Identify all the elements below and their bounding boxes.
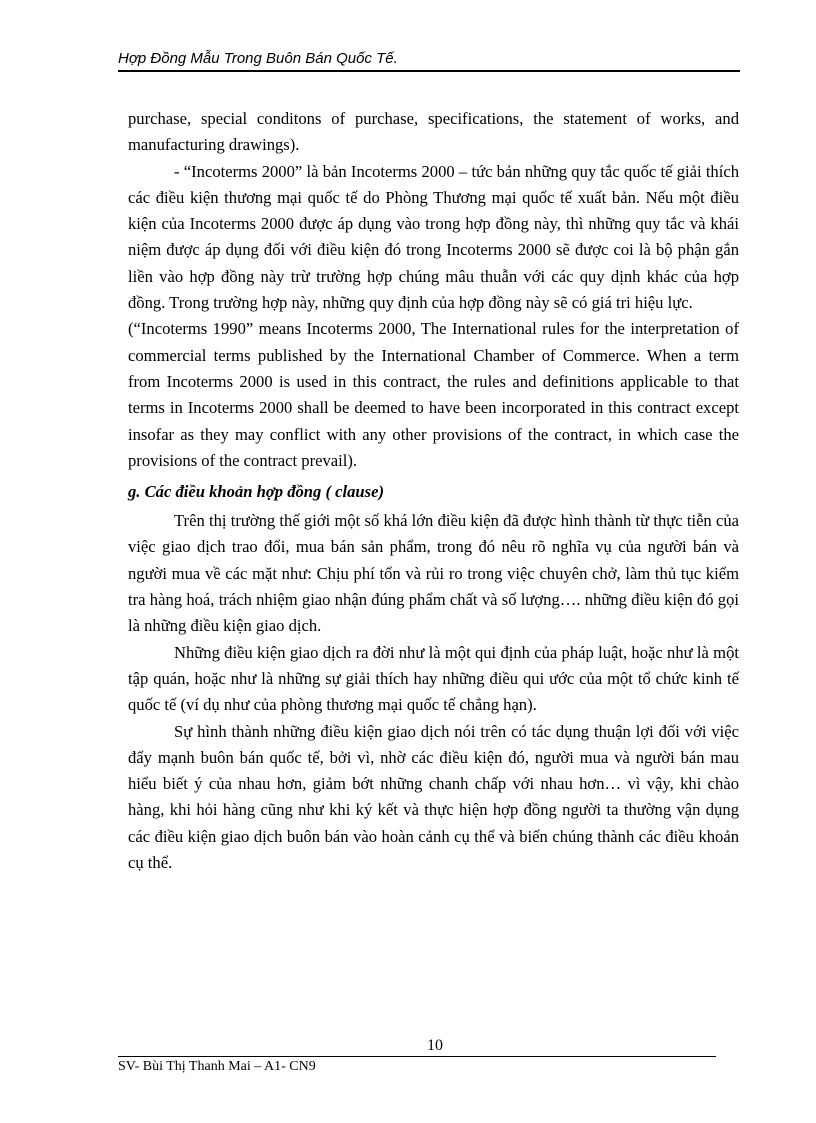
page-number: 10	[427, 1037, 443, 1054]
footer-author: SV- Bùi Thị Thanh Mai – A1- CN9	[118, 1059, 316, 1074]
footer-divider	[118, 1056, 716, 1057]
paragraph-conditions-origin: Những điều kiện giao dịch ra đời như là một qui định của pháp luật, hoặc như là một tập quán, hoặc như là những sự giải thích hay những điều qui ước của một tổ chức kinh tế quốc tế (ví dụ như của phòng thương mại quốc tế chẳng hạn).	[128, 642, 739, 715]
running-header: Hợp Đồng Mẫu Trong Buôn Bán Quốc Tế.	[118, 50, 740, 72]
paragraph-conditions-benefit: Sự hình thành những điều kiện giao dịch nói trên có tác dụng thuận lợi đối với việc đẩy mạnh buôn bán quốc tế, bởi vì, nhờ các điều kiện đó, người mua và người bán mau hiểu biết ý của nhau hơn, giảm bớt những chanh chấp với nhau hơn… vì vậy, khi chào hàng, khi hỏi hàng cũng như khi ký kết và thực hiện hợp đồng người ta thường vận dụng các điều kiện giao dịch buôn bán vào hoàn cảnh cụ thể và biến chúng thành các điều khoản cụ thể.	[128, 721, 739, 873]
paragraph-incoterms-vi: - “Incoterms 2000” là bản Incoterms 2000 – tức bản những quy tắc quốc tế giải thích các điều kiện thương mại quốc tế do Phòng Thương mại quốc tế xuất bản. Nếu một điều kiện của Incoterms 2000 được áp dụng vào trong hợp đồng này, thì những quy tắc và khái niệm được áp dụng đối với điều kiện đó trong Incoterms 2000 sẽ được coi là bộ phận gắn liền vào hợp đồng này trừ trường hợp chúng mâu thuẫn với các quy dịnh khác của hợp đồng. Trong trường hợp này, những quy định của hợp đồng này sẽ có giá tri hiệu lực.	[128, 161, 739, 313]
paragraph-purchase-continuation: purchase, special conditons of purchase, specifications, the statement of works, and manufacturing drawings).	[128, 109, 739, 155]
body-text	[128, 106, 739, 876]
section-heading-g: g. Các điều khoản hợp đồng ( clause)	[128, 482, 384, 502]
paragraph-trade-conditions: Trên thị trường thế giới một số khá lớn điều kiện đã được hình thành từ thực tiễn của việc giao dịch trao đổi, mua bán sản phẩm, trong đó nêu rõ nghĩa vụ của người bán và người mua về các mặt như: Chịu phí tổn và rủi ro trong việc chuyên chở, làm thủ tục kiểm tra hàng hoá, trách nhiệm giao nhận đúng phẩm chất và số lượng…. những điều kiện đó gọi là những điều kiện giao dịch.	[128, 511, 739, 636]
paragraph-incoterms-en: (“Incoterms 1990” means Incoterms 2000, The International rules for the interpretation of commercial terms published by the International Chamber of Commerce. When a term from Incoterms 2000 is used in this contract, the rules and definitions applicable to that terms in Incoterms 2000 shall be deemed to have been incorporated in this contract except insofar as they may conflict with any other provisions of the contract, in which case the provisions of the contract prevail).	[128, 319, 739, 470]
